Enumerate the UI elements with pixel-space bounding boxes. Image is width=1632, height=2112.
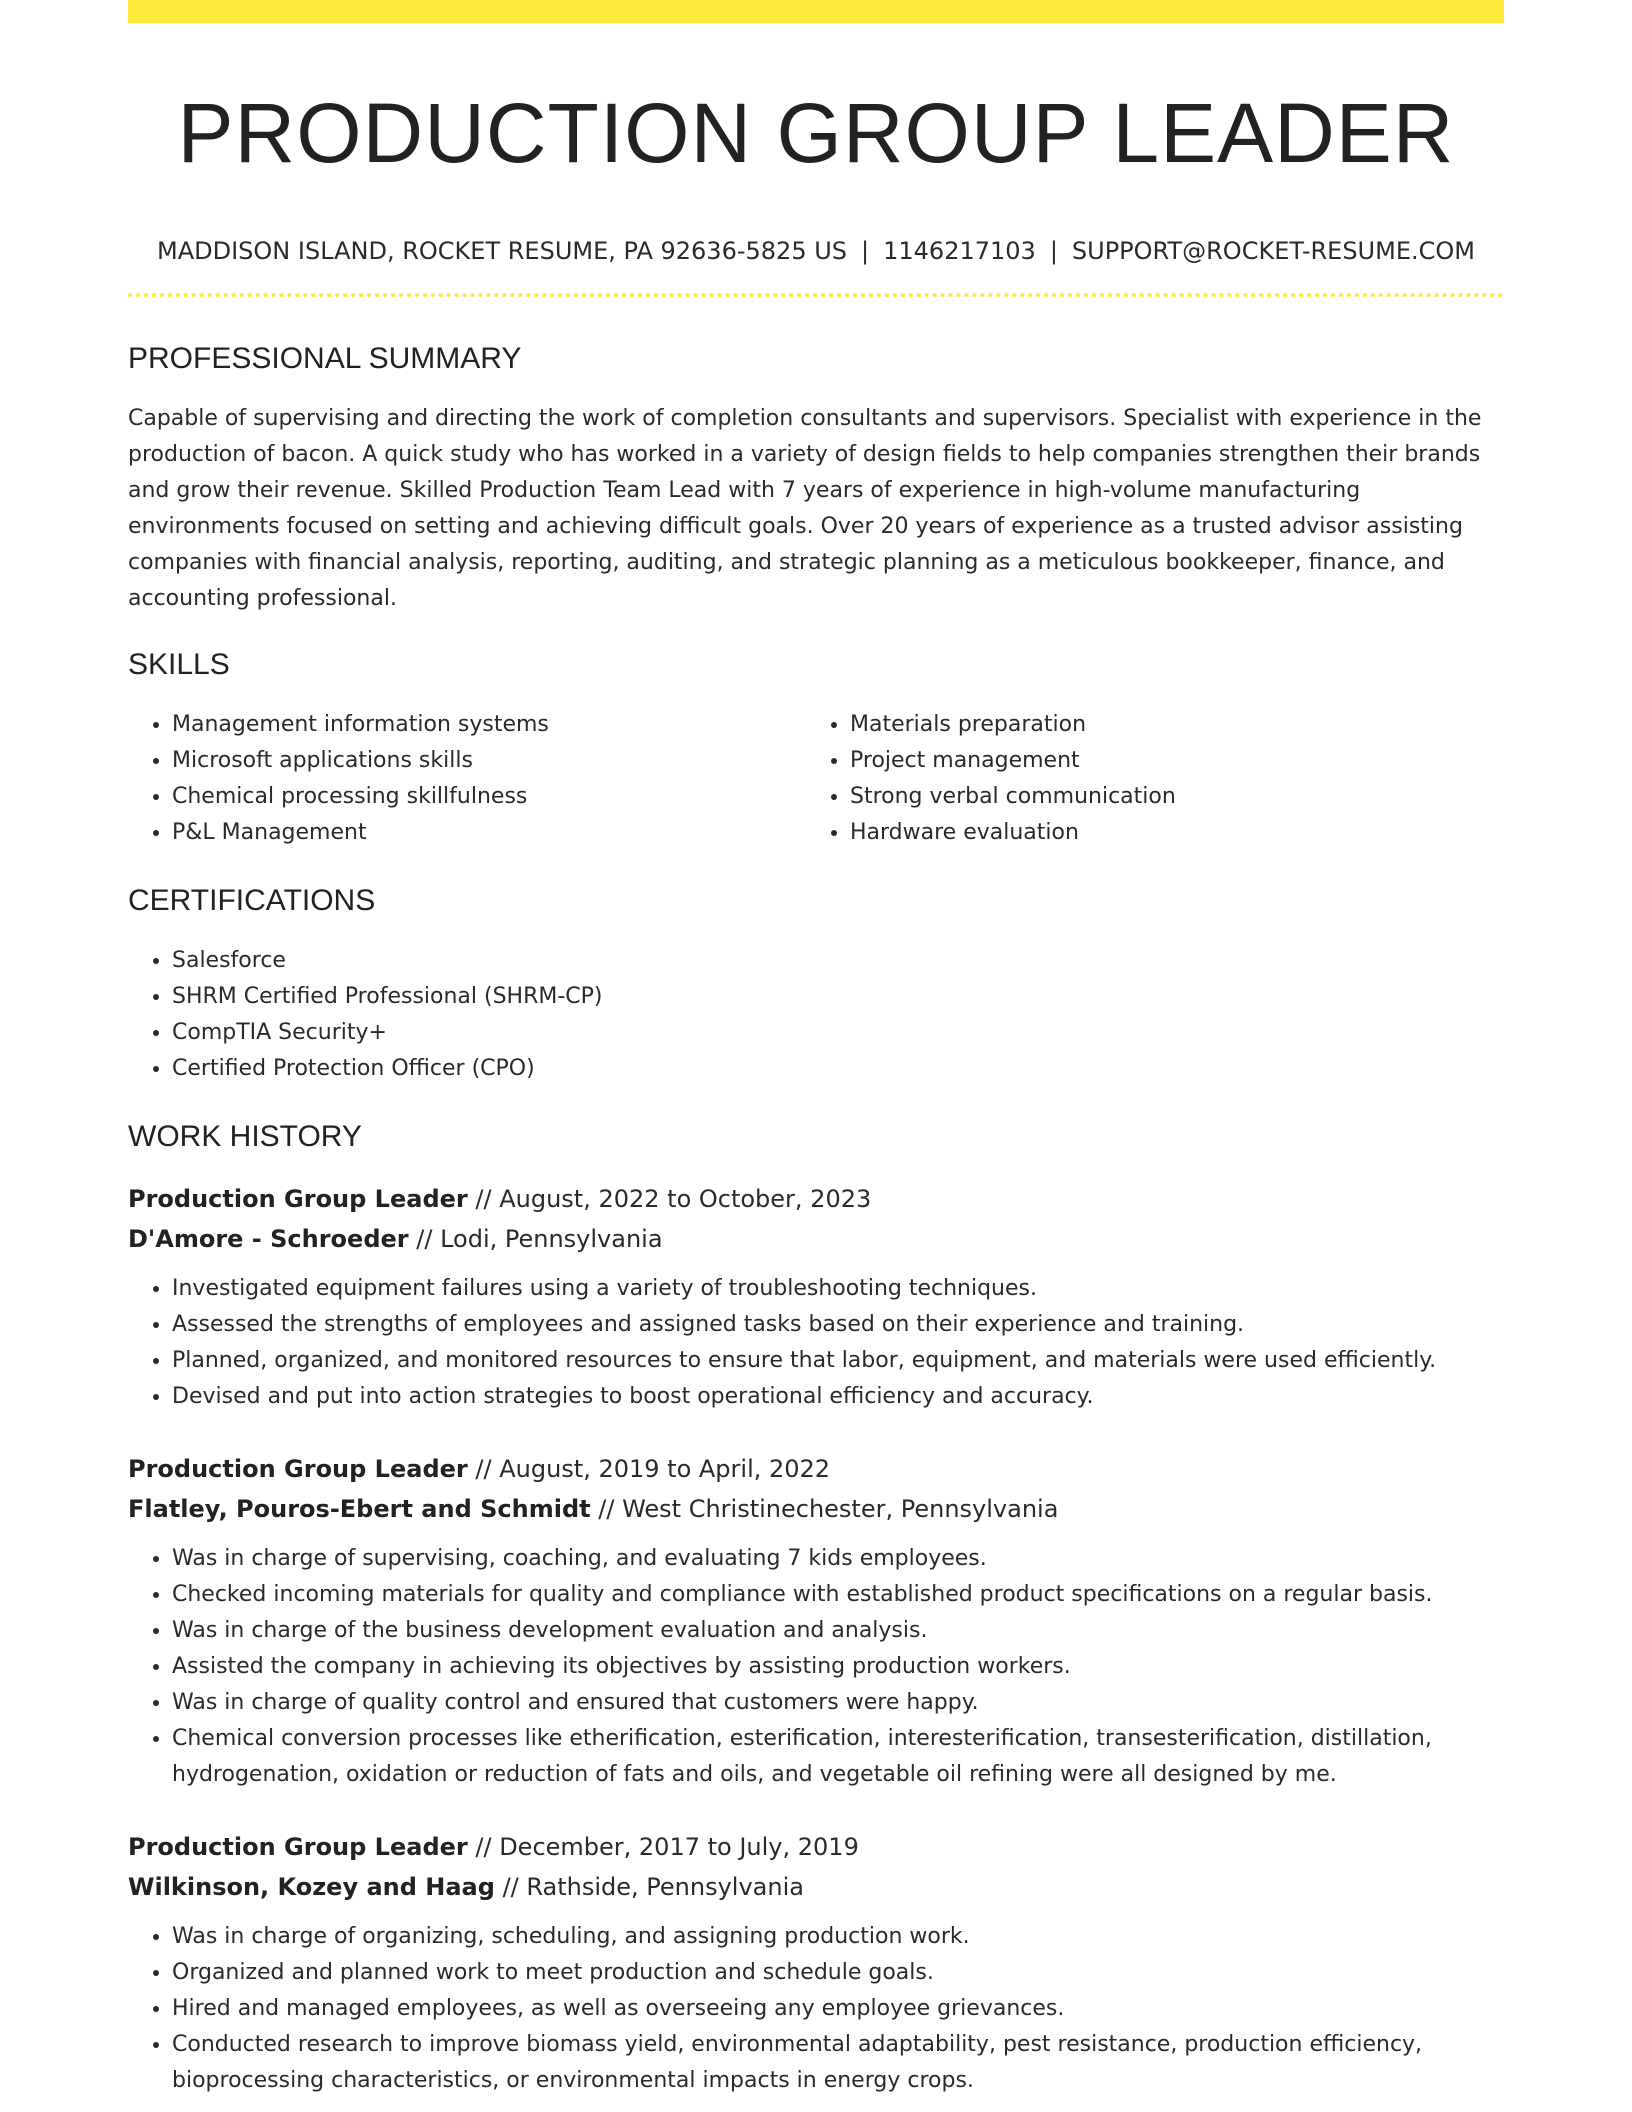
job-location: Rathside, Pennsylvania [526, 1873, 804, 1901]
job-divider: // [475, 1185, 492, 1213]
job-location: Lodi, Pennsylvania [440, 1225, 663, 1253]
job-duties-list [128, 1919, 1504, 2099]
job-duty: • Was in charge of quality control and ensured that customers were happy. [172, 1685, 1504, 1721]
certification-item: • CompTIA Security+ [172, 1015, 1504, 1051]
job-location: West Christinechester, Pennsylvania [622, 1495, 1059, 1523]
job-duty: • Was in charge of the business development evaluation and analysis. [172, 1613, 1504, 1649]
job-divider: // [416, 1225, 433, 1253]
job-duty: • Devised and put into action strategies to boost operational efficiency and accuracy. [172, 1379, 1504, 1415]
contact-phone: 1146217103 [883, 237, 1036, 265]
certifications-list [128, 943, 1504, 1087]
job-duty: • Was in charge of supervising, coaching, and evaluating 7 kids employees. [172, 1541, 1504, 1577]
job-duty: • Planned, organized, and monitored resources to ensure that labor, equipment, and materials were used efficiently. [172, 1343, 1504, 1379]
job-title: Production Group Leader [128, 1455, 468, 1483]
job-title: Production Group Leader [128, 1833, 468, 1861]
job-entry [128, 1827, 1504, 2099]
certifications-heading: CERTIFICATIONS [128, 884, 376, 917]
job-entry [128, 1179, 1504, 1415]
work-history-heading: WORK HISTORY [128, 1120, 362, 1153]
skill-item: • Hardware evaluation [850, 815, 1484, 851]
job-divider: // [502, 1873, 519, 1901]
job-title: Production Group Leader [128, 1185, 468, 1213]
contact-separator: | [861, 237, 870, 265]
job-duty: • Assessed the strengths of employees and assigned tasks based on their experience and training. [172, 1307, 1504, 1343]
job-divider: // [598, 1495, 615, 1523]
resume-page [128, 0, 1504, 2099]
skill-item: • Project management [850, 743, 1484, 779]
job-divider: // [475, 1833, 492, 1861]
skills-list-right [806, 707, 1484, 851]
job-duties-list [128, 1541, 1504, 1793]
job-company: Wilkinson, Kozey and Haag [128, 1873, 495, 1901]
job-dates: December, 2017 to July, 2019 [499, 1833, 859, 1861]
job-company-line [128, 1867, 1504, 1907]
skill-item: • P&L Management [172, 815, 806, 851]
certification-item: • SHRM Certified Professional (SHRM-CP) [172, 979, 1504, 1015]
job-duty: • Conducted research to improve biomass yield, environmental adaptability, pest resistance, production efficiency, bioprocessing characteristics, or environmental impacts in energy crops. [172, 2027, 1504, 2099]
job-duty: • Was in charge of organizing, scheduling, and assigning production work. [172, 1919, 1504, 1955]
job-duty: • Chemical conversion processes like etherification, esterification, interesterification, transesterification, distillation, hydrogenation, oxidation or reduction of fats and oils, and vegetable oil refining were all designed by me. [172, 1721, 1504, 1793]
resume-name-title: PRODUCTION GROUP LEADER [177, 86, 1455, 180]
certification-item: • Salesforce [172, 943, 1504, 979]
job-entry [128, 1449, 1504, 1793]
contact-line [128, 235, 1504, 267]
job-duty: • Organized and planned work to meet production and schedule goals. [172, 1955, 1504, 1991]
skills-heading: SKILLS [128, 648, 230, 681]
job-title-line [128, 1827, 1504, 1867]
skill-item: • Strong verbal communication [850, 779, 1484, 815]
contact-address: MADDISON ISLAND, ROCKET RESUME, PA 92636-5825 US [157, 237, 848, 265]
contact-email: SUPPORT@ROCKET-RESUME.COM [1071, 237, 1475, 265]
job-duty: • Assisted the company in achieving its objectives by assisting production workers. [172, 1649, 1504, 1685]
accent-top-bar [128, 0, 1504, 23]
job-title-line [128, 1179, 1504, 1219]
job-duty: • Investigated equipment failures using a variety of troubleshooting techniques. [172, 1271, 1504, 1307]
job-duty: • Hired and managed employees, as well as overseeing any employee grievances. [172, 1991, 1504, 2027]
dotted-divider [128, 293, 1504, 297]
summary-heading: PROFESSIONAL SUMMARY [128, 342, 522, 375]
skill-item: • Microsoft applications skills [172, 743, 806, 779]
job-company: Flatley, Pouros-Ebert and Schmidt [128, 1495, 591, 1523]
job-company-line [128, 1219, 1504, 1259]
job-duty: • Checked incoming materials for quality and compliance with established product specifications on a regular basis. [172, 1577, 1504, 1613]
job-company-line [128, 1489, 1504, 1529]
job-dates: August, 2022 to October, 2023 [499, 1185, 872, 1213]
skill-item: • Management information systems [172, 707, 806, 743]
certification-item: • Certified Protection Officer (CPO) [172, 1051, 1504, 1087]
skills-grid [128, 707, 1504, 851]
summary-text: Capable of supervising and directing the work of completion consultants and supervisors. Specialist with experience in the production of bacon. A quick study who has worked in a variety of design fields to help companies strengthen their brands and grow their revenue. Skilled Production Team Lead with 7 years of experience in high-volume manufacturing environments focused on setting and achieving difficult goals. Over 20 years of experience as a trusted advisor assisting companies with financial analysis, reporting, auditing, and strategic planning as a meticulous bookkeeper, finance, and accounting professional. [128, 406, 1482, 611]
job-divider: // [475, 1455, 492, 1483]
skills-column-left [128, 707, 806, 851]
job-company: D'Amore - Schroeder [128, 1225, 409, 1253]
contact-separator: | [1049, 237, 1058, 265]
skill-item: • Materials preparation [850, 707, 1484, 743]
job-duties-list [128, 1271, 1504, 1415]
skills-list-left [128, 707, 806, 851]
skills-column-right [806, 707, 1484, 851]
skill-item: • Chemical processing skillfulness [172, 779, 806, 815]
job-title-line [128, 1449, 1504, 1489]
job-dates: August, 2019 to April, 2022 [499, 1455, 831, 1483]
